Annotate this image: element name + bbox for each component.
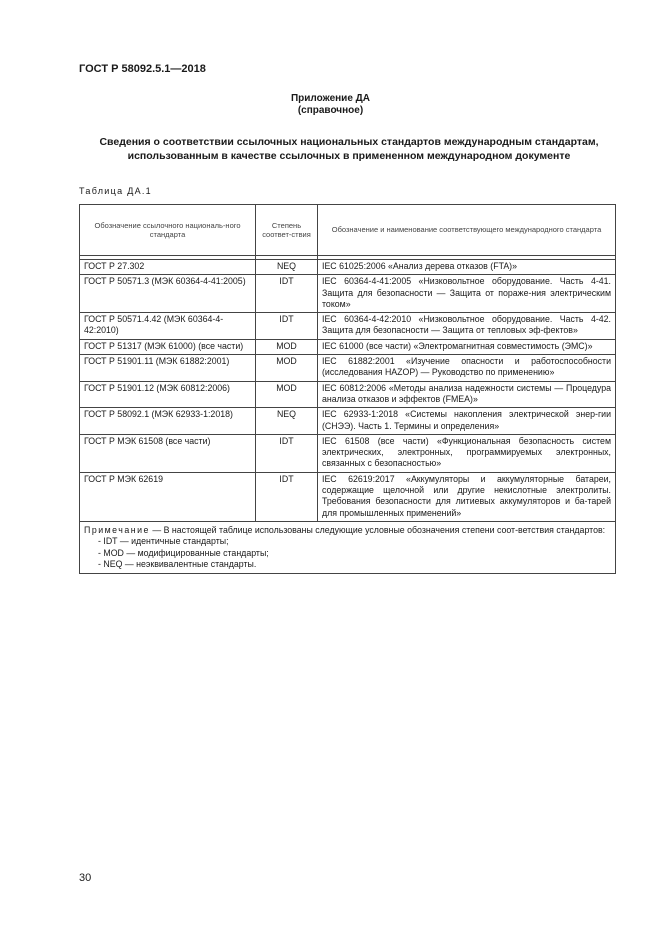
table-row	[80, 472, 616, 521]
note-item: - MOD — модифицированные стандарты;	[98, 547, 269, 558]
table-row	[80, 339, 616, 354]
cell-degree: MOD	[256, 355, 318, 382]
table-row	[80, 381, 616, 408]
appendix-heading	[0, 93, 661, 117]
cell-degree: NEQ	[256, 260, 318, 275]
table-row	[80, 408, 616, 435]
table-row	[80, 355, 616, 382]
header-international-standard: Обозначение и наименование соответствующего международного стандарта	[318, 205, 616, 256]
note-lead: Примечание	[84, 524, 150, 535]
cell-degree: IDT	[256, 275, 318, 313]
cell-national-standard: ГОСТ Р 51901.11 (МЭК 61882:2001)	[80, 355, 256, 382]
table-row	[80, 260, 616, 275]
cell-degree: IDT	[256, 434, 318, 472]
cell-degree: MOD	[256, 381, 318, 408]
cell-national-standard: ГОСТ Р 51901.12 (МЭК 60812:2006)	[80, 381, 256, 408]
note-item: - NEQ — неэквивалентные стандарты.	[98, 558, 257, 569]
cell-national-standard: ГОСТ Р 50571.4.42 (МЭК 60364-4-42:2010)	[80, 313, 256, 340]
document-code: ГОСТ Р 58092.5.1—2018	[79, 63, 206, 75]
cell-international-standard: IEC 62619:2017 «Аккумуляторы и аккумуляторные батареи, содержащие щелочной или другие некислотные электролиты. Требования безопасности для литиевых аккумуляторов и ба-тарей для промышленных применений»	[318, 472, 616, 521]
table-header-row	[80, 205, 616, 256]
cell-degree: MOD	[256, 339, 318, 354]
table-row	[80, 275, 616, 313]
cell-international-standard: IEC 60364-4-41:2005 «Низковольтное оборудование. Часть 4-41. Защита для безопасности — Защита от пораже-ния электрическим током»	[318, 275, 616, 313]
cell-international-standard: IEC 61508 (все части) «Функциональная безопасность систем электрических, электронных, программируемых электронных, связанных с безопасностью»	[318, 434, 616, 472]
standards-table	[79, 204, 616, 574]
note-text: — В настоящей таблице использованы следующие условные обозначения степени соот-ветствия стандартов:	[149, 524, 606, 535]
cell-national-standard: ГОСТ Р 51317 (МЭК 61000) (все части)	[80, 339, 256, 354]
cell-international-standard: IEC 60812:2006 «Методы анализа надежности системы — Процедура анализа отказов и эффектов (FMEA)»	[318, 381, 616, 408]
cell-national-standard: ГОСТ Р МЭК 62619	[80, 472, 256, 521]
appendix-label: Приложение ДА	[290, 93, 371, 104]
section-title: Сведения о соответствии ссылочных национальных стандартов международным стандартам, использованным в качестве ссылочных в примененном международном документе	[99, 136, 599, 162]
cell-national-standard: ГОСТ Р МЭК 61508 (все части)	[80, 434, 256, 472]
table-row	[80, 313, 616, 340]
header-national-standard: Обозначение ссылочного националь-ного стандарта	[80, 205, 256, 256]
page-number: 30	[79, 872, 92, 884]
cell-degree: IDT	[256, 313, 318, 340]
table-row	[80, 434, 616, 472]
table-note-row	[80, 521, 616, 573]
header-degree: Степень соответ-ствия	[256, 205, 318, 256]
note-item: - IDT — идентичные стандарты;	[98, 536, 229, 547]
cell-international-standard: IEC 61882:2001 «Изучение опасности и работоспособности (исследования HAZOP) — Руководство по применению»	[318, 355, 616, 382]
cell-degree: IDT	[256, 472, 318, 521]
cell-international-standard: IEC 60364-4-42:2010 «Низковольтное оборудование. Часть 4-42. Защита для безопасности — Защита от тепловых эф-фектов»	[318, 313, 616, 340]
cell-international-standard: IEC 62933-1:2018 «Системы накопления электрической энер-гии (СНЭЭ). Часть 1. Термины и определения»	[318, 408, 616, 435]
table-note	[80, 521, 616, 573]
appendix-type: (справочное)	[297, 105, 364, 116]
cell-national-standard: ГОСТ Р 27.302	[80, 260, 256, 275]
table-caption: Таблица ДА.1	[79, 186, 152, 196]
table-body	[80, 260, 616, 574]
cell-international-standard: IEC 61000 (все части) «Электромагнитная совместимость (ЭМС)»	[318, 339, 616, 354]
cell-national-standard: ГОСТ Р 50571.3 (МЭК 60364-4-41:2005)	[80, 275, 256, 313]
cell-international-standard: IEC 61025:2006 «Анализ дерева отказов (FTA)»	[318, 260, 616, 275]
cell-national-standard: ГОСТ Р 58092.1 (МЭК 62933-1:2018)	[80, 408, 256, 435]
cell-degree: NEQ	[256, 408, 318, 435]
